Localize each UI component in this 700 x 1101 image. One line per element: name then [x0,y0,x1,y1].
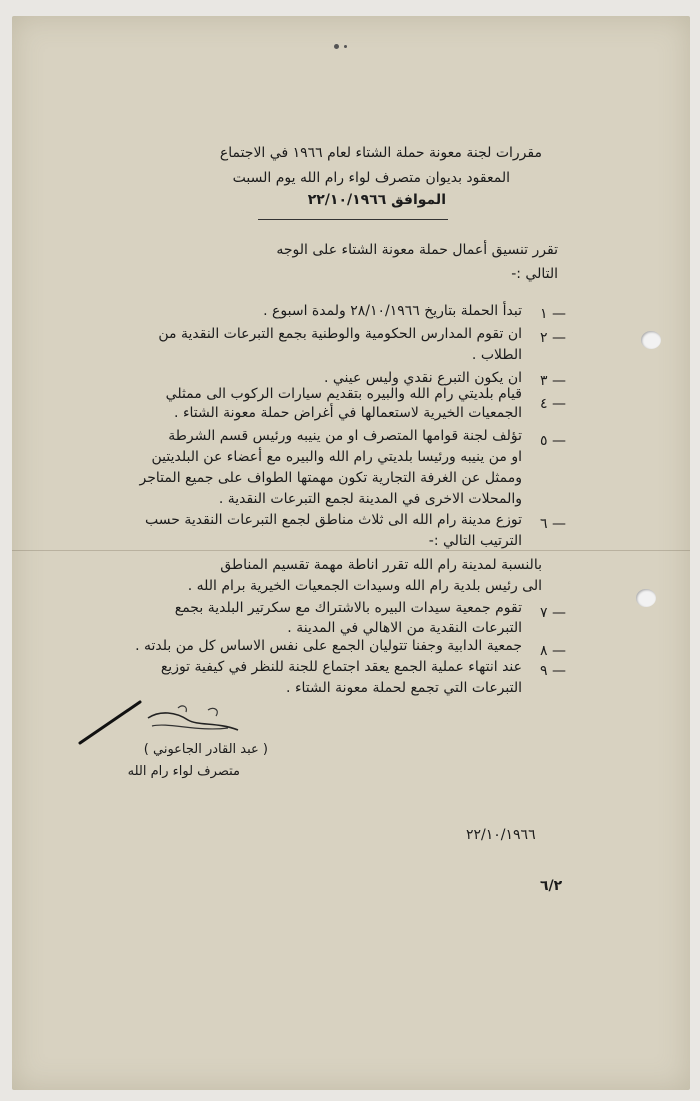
handwritten-signature [78,688,258,748]
item-text: تؤلف لجنة قوامها المتصرف او من ينيبه ورئيس قسم الشرطة [168,428,522,444]
item-number: ٩ — [540,663,566,679]
item-number: ١ — [540,306,566,322]
paragraph-line-2: الى رئيس بلدية رام الله وسيدات الجمعيات الخيرية برام الله . [187,578,542,594]
intro-line-1: تقرر تنسيق أعمال حملة معونة الشتاء على الوجه [276,242,558,258]
item-number: ٨ — [540,643,566,659]
item-text: عند انتهاء عملية الجمع يعقد اجتماع للجنة للنظر في كيفية توزيع [160,659,522,675]
item-text: الطلاب . [471,347,522,363]
item-text: تقوم جمعية سيدات البيره بالاشتراك مع سكرتير البلدية بجمع [174,600,522,616]
item-text: وممثل عن الغرفة التجارية تكون مهمتها الطواف على جميع المتاجر [139,470,522,486]
item-text: ان يكون التبرع نقدي وليس عيني . [323,370,522,386]
item-number: ٥ — [540,433,566,449]
fold-line [12,550,690,551]
paragraph-line-1: بالنسبة لمدينة رام الله تقرر اناطة مهمة تقسيم المناطق [220,557,542,573]
title-line-3: الموافق ٢٢/١٠/١٩٦٦ [307,192,446,208]
item-text: التبرعات النقدية من الاهالي في المدينة . [287,620,522,636]
title-line-1: مقررات لجنة معونة حملة الشتاء لعام ١٩٦٦ في الاجتماع [219,145,542,161]
item-number: ٤ — [540,396,566,412]
pin-mark [334,44,339,49]
item-text: والمحلات الاخرى في المدينة لجمع التبرعات النقدية . [218,491,522,507]
item-number: ٣ — [540,373,566,389]
item-number: ٧ — [540,605,566,621]
item-text: توزع مدينة رام الله الى ثلاث مناطق لجمع التبرعات النقدية حسب [145,512,522,528]
signatory-name: ( عبد القادر الجاعوني ) [143,742,268,757]
item-text: ان تقوم المدارس الحكومية والوطنية بجمع التبرعات النقدية من [158,326,522,342]
item-text: قيام بلديتي رام الله والبيره بتقديم سيارات الركوب الى ممثلي [165,386,522,402]
pin-mark [344,45,347,48]
punch-hole [636,589,656,607]
item-text: الجمعيات الخيرية لاستعمالها في أغراض حملة معونة الشتاء . [174,405,522,421]
item-text: تبدأ الحملة بتاريخ ٢٨/١٠/١٩٦٦ ولمدة اسبوع . [263,303,522,319]
page-reference: ٦/٢ [540,878,563,894]
item-text: جمعية الدابية وجفنا تتوليان الجمع على نفس الاساس كل من بلدته . [135,638,522,654]
title-line-2: المعقود بديوان متصرف لواء رام الله يوم السبت [232,170,510,186]
signatory-title: متصرف لواء رام الله [127,764,240,779]
item-text: الترتيب التالي :- [428,533,522,549]
item-number: ٢ — [540,330,566,346]
item-text: التبرعات التي تجمع لحملة معونة الشتاء . [286,680,522,696]
title-underline [258,219,448,220]
item-text: او من ينيبه ورئيسا بلديتي رام الله والبيره مع أعضاء عن البلديتين [151,449,522,465]
intro-line-2: التالي :- [511,266,558,282]
footer-date: ٢٢/١٠/١٩٦٦ [466,827,536,843]
item-number: ٦ — [540,516,566,532]
punch-hole [641,331,661,349]
